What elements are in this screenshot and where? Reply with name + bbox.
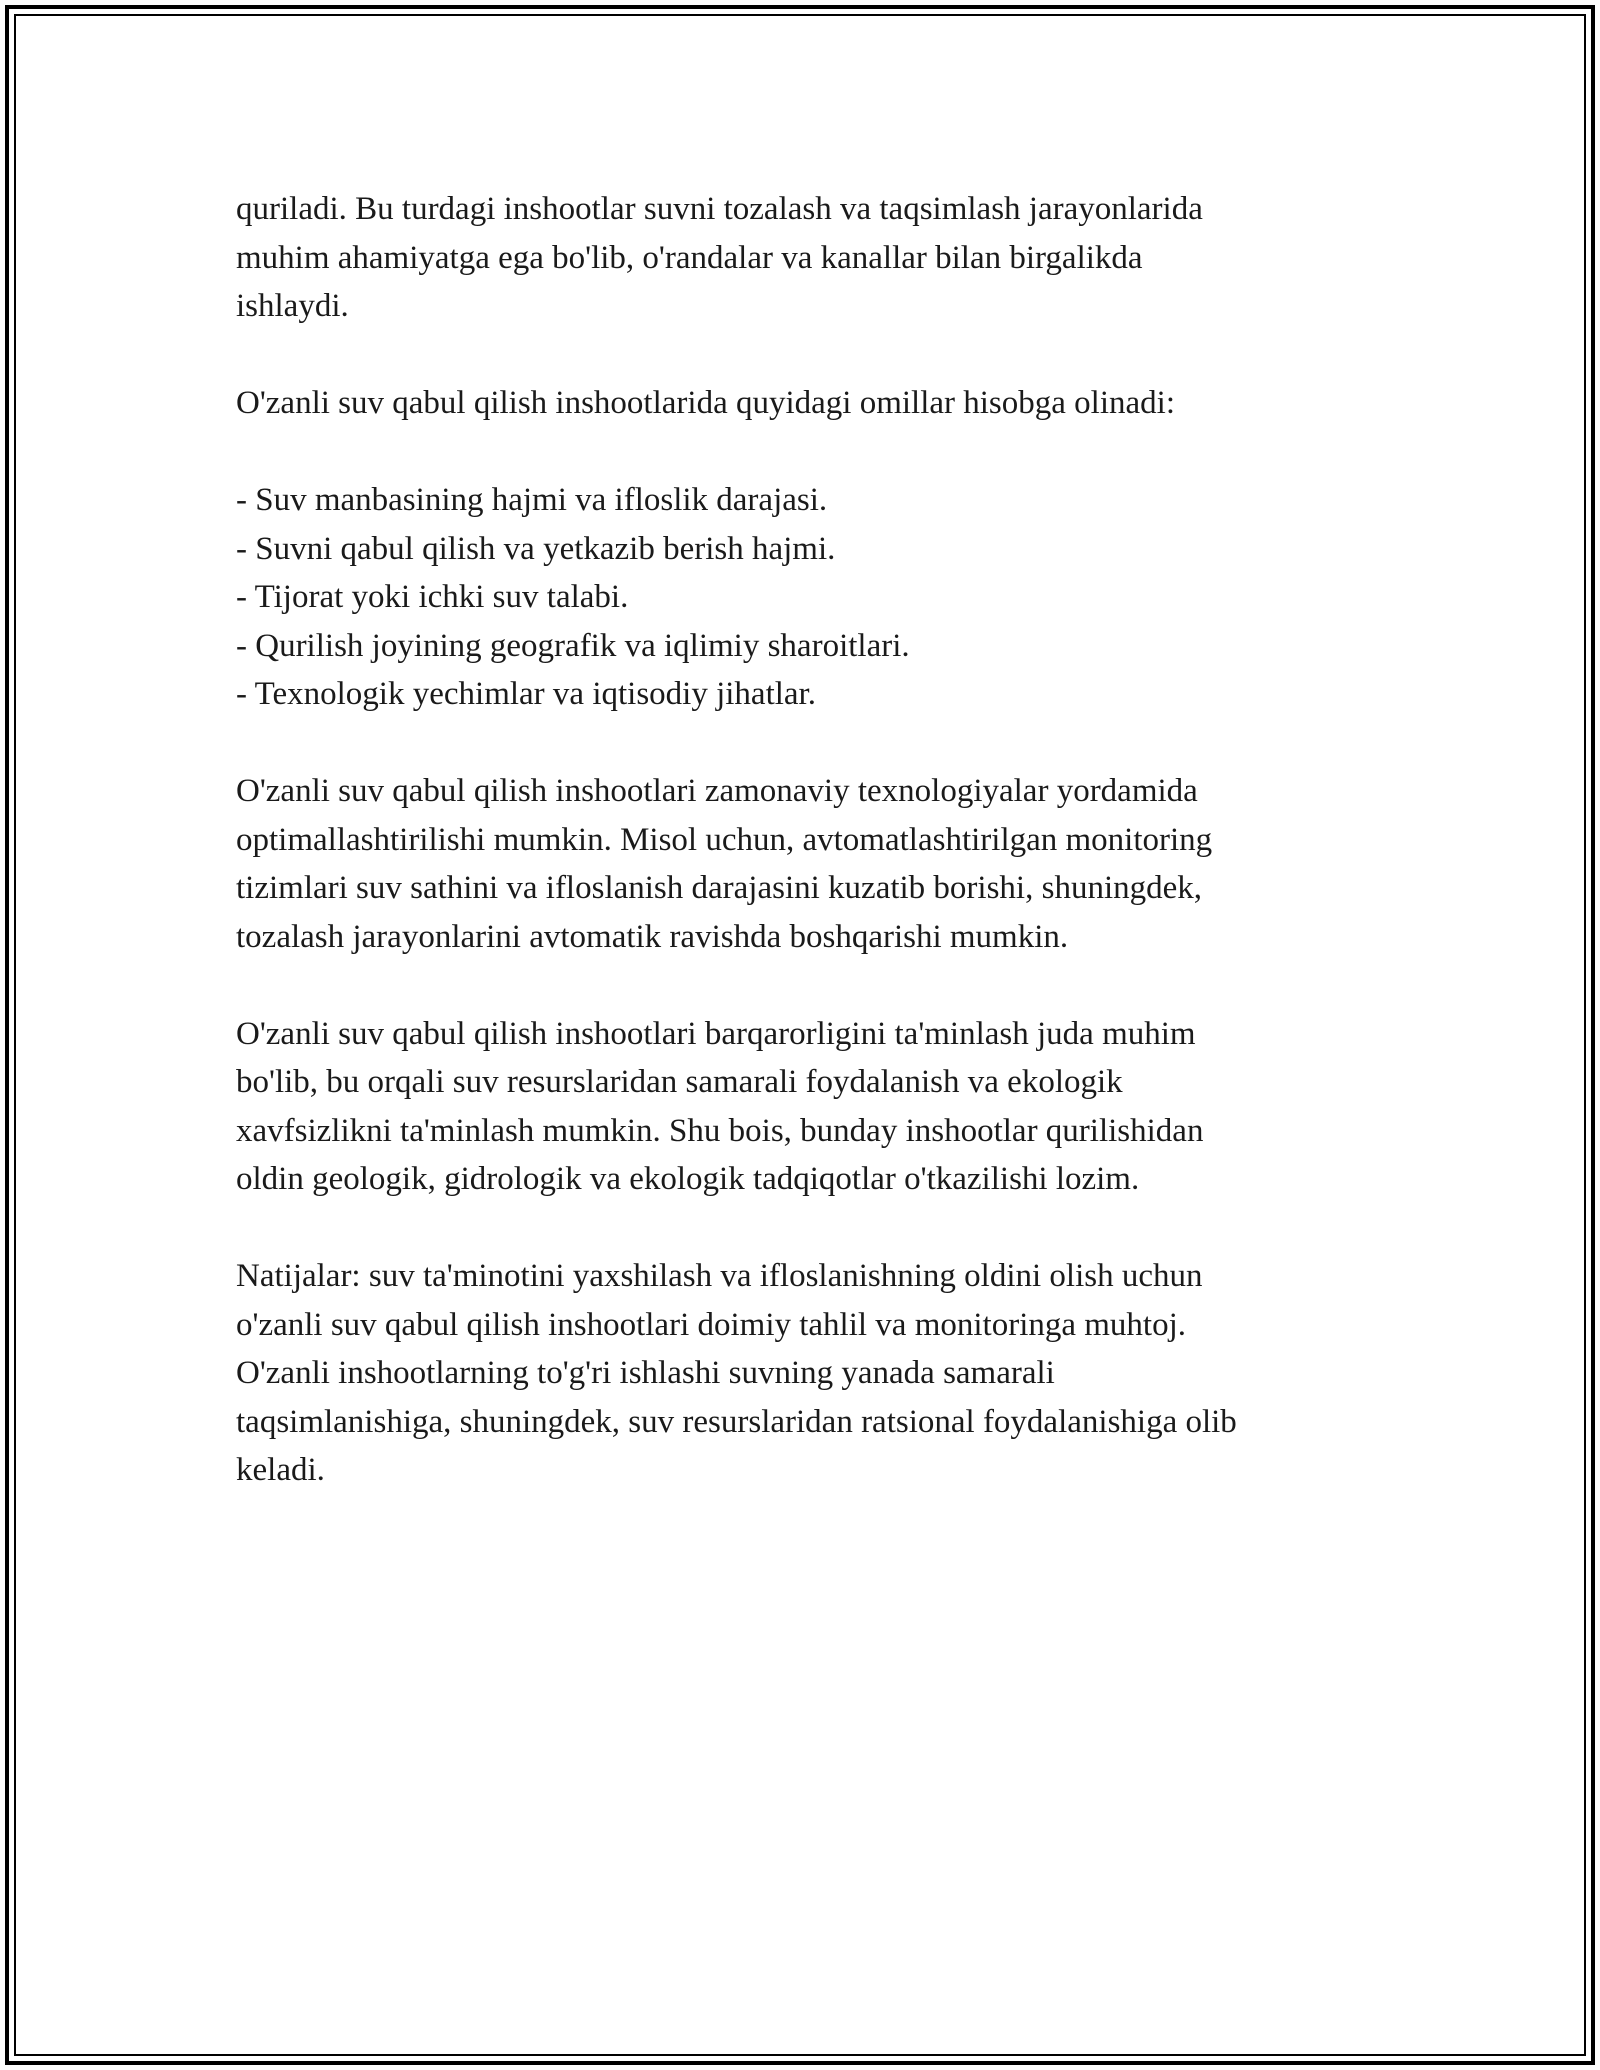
text-line: bo'lib, bu orqali suv resurslaridan samarali foydalanish va ekologik	[236, 1064, 1123, 1100]
factors-list	[236, 476, 1366, 719]
list-item: - Qurilish joyining geografik va iqlimiy sharoitlari.	[236, 627, 910, 664]
list-item: - Tijorat yoki ichki suv talabi.	[236, 579, 629, 615]
text-line: ishlaydi.	[236, 288, 349, 324]
text-line: tozalash jarayonlarini avtomatik ravishda boshqarishi mumkin.	[236, 918, 1069, 955]
paragraph-intro	[236, 185, 1366, 331]
text-line: tizimlari suv sathini va ifloslanish darajasini kuzatib borishi, shuningdek,	[236, 870, 1203, 906]
text-line: Natijalar: suv ta'minotini yaxshilash va ifloslanishning oldini olish uchun	[236, 1258, 1203, 1294]
paragraph-sustainability	[236, 1010, 1366, 1204]
text-line: keladi.	[236, 1452, 325, 1488]
text-line: o'zanli suv qabul qilish inshootlari doimiy tahlil va monitoringa muhtoj.	[236, 1306, 1187, 1343]
text-line: O'zanli suv qabul qilish inshootlari barqarorligini ta'minlash juda muhim	[236, 1015, 1196, 1052]
text-line: quriladi. Bu turdagi inshootlar suvni tozalash va taqsimlash jarayonlarida	[236, 191, 1203, 227]
text-line: muhim ahamiyatga ega bo'lib, o'randalar va kanallar bilan birgalikda	[236, 239, 1143, 276]
text-line: O'zanli suv qabul qilish inshootlarida quyidagi omillar hisobga olinadi:	[236, 385, 1175, 421]
text-line: O'zanli inshootlarning to'g'ri ishlashi suvning yanada samarali	[236, 1355, 1055, 1391]
paragraph-results	[236, 1252, 1366, 1495]
text-line: taqsimlanishiga, shuningdek, suv resurslaridan ratsional foydalanishiga olib	[236, 1403, 1237, 1440]
document-body	[236, 185, 1366, 1543]
text-line: xavfsizlikni ta'minlash mumkin. Shu bois, bunday inshootlar qurilishidan	[236, 1112, 1204, 1149]
list-item: - Texnologik yechimlar va iqtisodiy jihatlar.	[236, 676, 816, 712]
text-line: optimallashtirilishi mumkin. Misol uchun, avtomatlashtirilgan monitoring	[236, 821, 1213, 858]
paragraph-factors-heading	[236, 379, 1366, 428]
list-item: - Suv manbasining hajmi va ifloslik darajasi.	[236, 482, 828, 518]
text-line: O'zanli suv qabul qilish inshootlari zamonaviy texnologiyalar yordamida	[236, 773, 1198, 809]
paragraph-optimization	[236, 767, 1366, 961]
list-item: - Suvni qabul qilish va yetkazib berish hajmi.	[236, 530, 836, 567]
text-line: oldin geologik, gidrologik va ekologik tadqiqotlar o'tkazilishi lozim.	[236, 1161, 1140, 1197]
